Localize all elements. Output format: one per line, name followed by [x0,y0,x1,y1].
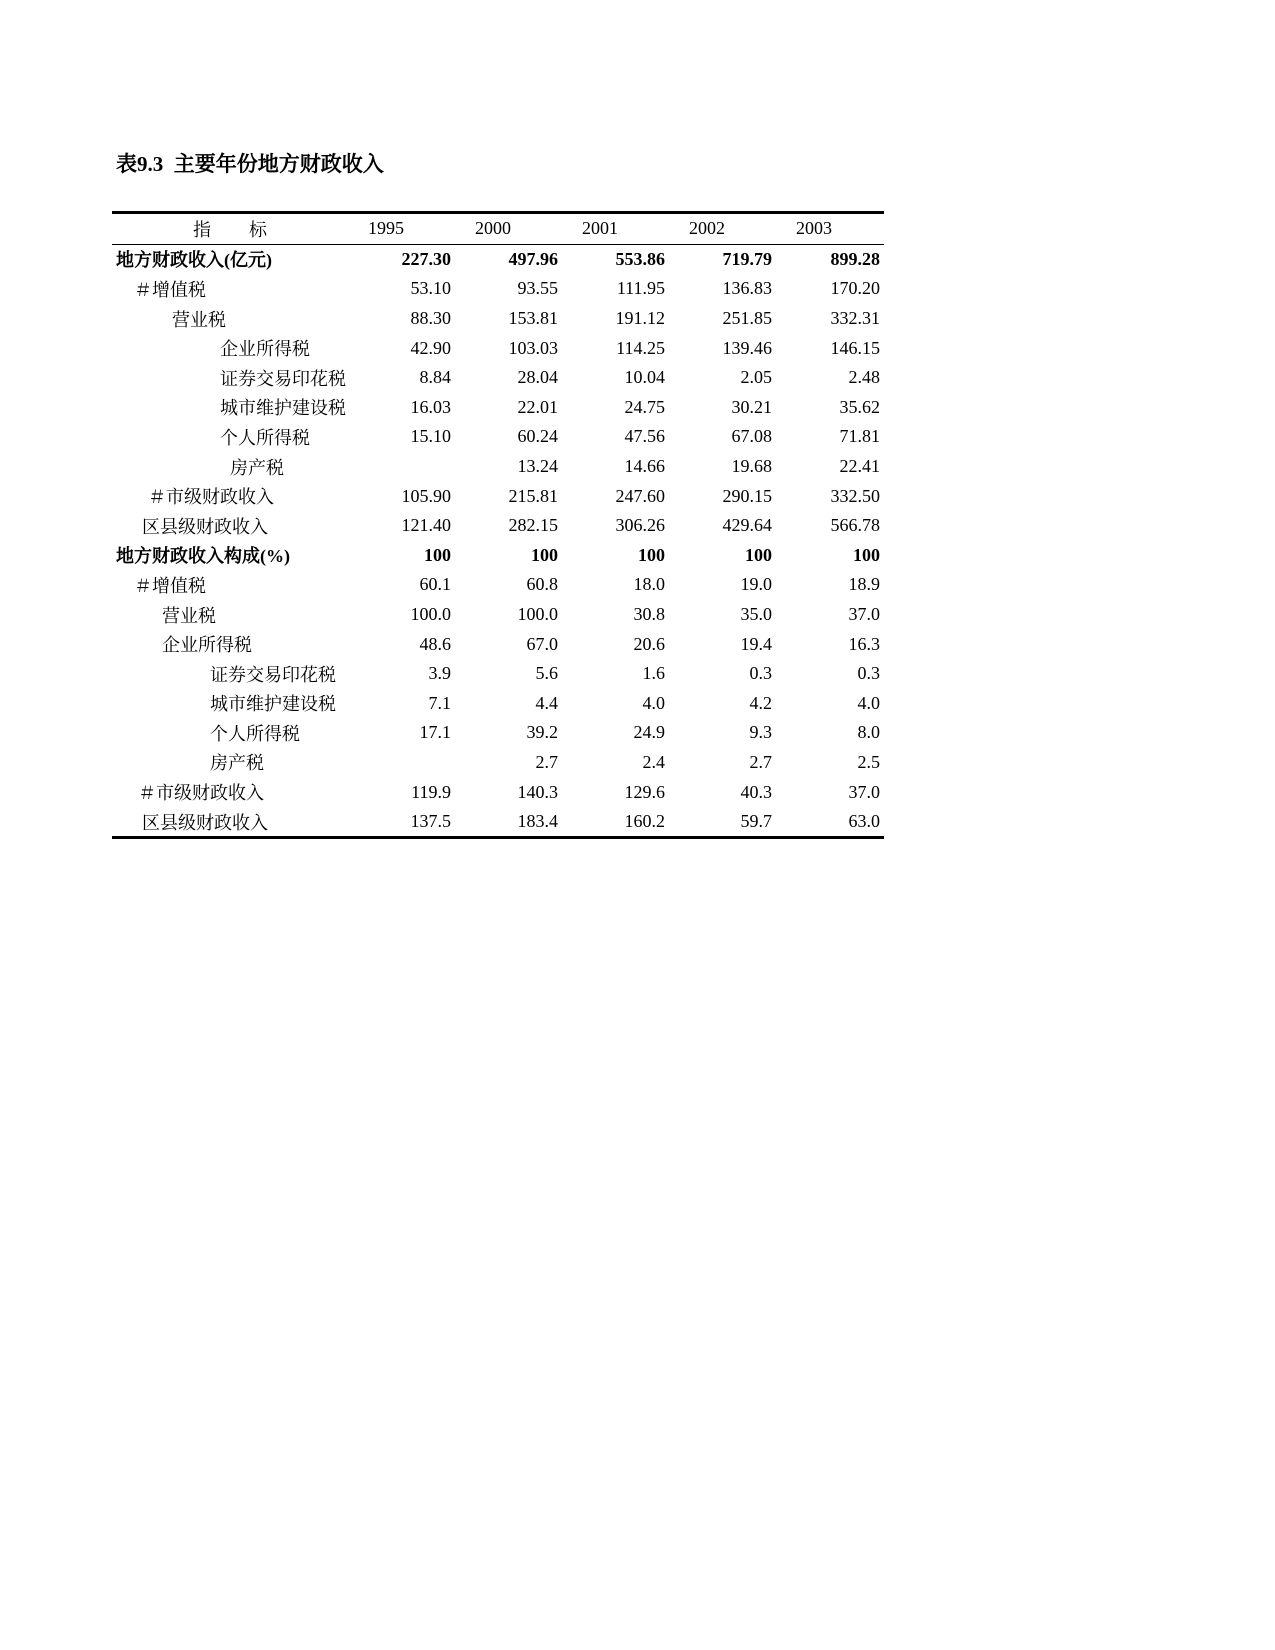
table-cell: 170.20 [830,278,880,299]
table-cell: 24.9 [633,722,665,743]
table-cell: 100 [745,544,772,565]
table-cell: 67.08 [731,426,772,447]
table-row [112,659,884,689]
table-cell: 100 [638,544,665,565]
table-cell: 2.05 [740,367,772,388]
table-row [112,807,884,838]
table-cell: 1.6 [642,663,665,684]
table-cell: 160.2 [624,811,665,832]
table-cell: 18.9 [848,574,880,595]
row-label: 房产税 [230,457,284,478]
column-header-year: 2001 [582,218,618,239]
column-header-year: 2000 [475,218,511,239]
table-cell: 100 [424,544,451,565]
column-header-indicator [112,213,348,245]
table-cell: 306.26 [615,515,665,536]
table-cell [348,452,455,482]
table-cell: 10.04 [624,367,665,388]
table-cell: 0.3 [857,663,880,684]
table-cell: 129.6 [624,781,665,802]
table-cell: 2.5 [857,751,880,772]
table-cell: 282.15 [508,515,558,536]
table-cell: 19.4 [740,633,772,654]
table-row [112,777,884,807]
table-cell: 183.4 [517,811,558,832]
table-cell: 4.4 [535,692,558,713]
header-label-char-2: 标 [249,219,267,240]
table-cell: 88.30 [410,308,451,329]
table-cell: 16.03 [410,396,451,417]
row-label: 个人所得税 [210,723,300,744]
table-cell: 247.60 [615,485,665,506]
table-cell: 2.48 [848,367,880,388]
table-cell: 191.12 [615,308,665,329]
table-cell: 28.04 [517,367,558,388]
table-cell: 100.0 [410,604,451,625]
table-cell: 139.46 [722,337,772,358]
table-cell: 37.0 [848,604,880,625]
table-cell: 22.41 [839,456,880,477]
table-row [112,600,884,630]
table-cell: 899.28 [830,248,880,269]
table-row [112,689,884,719]
row-label: 城市维护建设税 [220,398,346,419]
table-row [112,511,884,541]
table-row [112,481,884,511]
table-cell: 53.10 [410,278,451,299]
table-cell: 103.03 [508,337,558,358]
table-cell: 111.95 [616,278,665,299]
table-cell: 119.9 [411,781,451,802]
revenue-table [112,211,884,839]
table-cell: 63.0 [848,811,880,832]
table-cell: 93.55 [517,278,558,299]
table-cell: 153.81 [508,308,558,329]
table-cell: 136.83 [722,278,772,299]
table-cell: 7.1 [428,692,451,713]
table-cell: 215.81 [508,485,558,506]
table-cell: 3.9 [428,663,451,684]
table-cell: 40.3 [740,781,772,802]
table-cell: 137.5 [410,811,451,832]
row-label: 区县级财政收入 [142,812,268,833]
table-cell: 146.15 [830,337,880,358]
table-cell: 2.4 [642,751,665,772]
table-cell: 35.0 [740,604,772,625]
row-label: 区县级财政收入 [142,516,268,537]
column-header-year: 1995 [368,218,404,239]
table-cell: 4.0 [857,692,880,713]
row-label: ＃市级财政收入 [148,487,274,508]
table-cell: 42.90 [410,337,451,358]
table-cell: 24.75 [624,396,665,417]
row-label: 地方财政收入构成(%) [116,546,290,567]
table-header-row [112,213,884,245]
row-label: ＃增值税 [134,279,206,300]
table-cell: 35.62 [839,396,880,417]
table-cell: 332.31 [830,308,880,329]
row-label: 营业税 [172,309,226,330]
row-label: 证券交易印花税 [210,664,336,685]
table-row [112,452,884,482]
table-cell: 60.8 [526,574,558,595]
table-cell: 60.1 [419,574,451,595]
row-label: 证券交易印花税 [220,368,346,389]
table-row [112,629,884,659]
table-cell: 48.6 [419,633,451,654]
table-cell: 100 [531,544,558,565]
table-cell: 16.3 [848,633,880,654]
table-cell: 121.40 [401,515,451,536]
table-row [112,541,884,571]
table-cell: 19.68 [731,456,772,477]
table-cell: 566.78 [830,515,880,536]
table-cell: 8.84 [419,367,451,388]
table-cell: 67.0 [526,633,558,654]
table-row [112,274,884,304]
table-cell: 140.3 [517,781,558,802]
table-cell: 47.56 [624,426,665,447]
table-cell: 2.7 [535,751,558,772]
table-cell: 0.3 [749,663,772,684]
table-cell: 9.3 [749,722,772,743]
table-cell: 4.0 [642,692,665,713]
row-label: 个人所得税 [220,427,310,448]
row-label: 营业税 [162,605,216,626]
table-cell: 114.25 [616,337,665,358]
table-cell: 60.24 [517,426,558,447]
row-label: 企业所得税 [162,635,252,656]
table-cell: 227.30 [401,248,451,269]
table-cell: 553.86 [615,248,665,269]
table-cell: 4.2 [749,692,772,713]
column-header-year: 2002 [689,218,725,239]
table-cell: 497.96 [508,248,558,269]
table-cell: 59.7 [740,811,772,832]
table-cell: 37.0 [848,781,880,802]
table-row [112,363,884,393]
table-cell: 15.10 [410,426,451,447]
table-cell: 71.81 [839,426,880,447]
table-row [112,570,884,600]
table-cell: 18.0 [633,574,665,595]
table-cell: 105.90 [401,485,451,506]
table-cell: 290.15 [722,485,772,506]
table-cell: 14.66 [624,456,665,477]
table-row [112,393,884,423]
table-cell: 332.50 [830,485,880,506]
table-cell: 30.8 [633,604,665,625]
row-label: 城市维护建设税 [210,694,336,715]
table-cell: 20.6 [633,633,665,654]
row-label: ＃市级财政收入 [138,783,264,804]
row-label: 企业所得税 [220,339,310,360]
table-row [112,304,884,334]
table-cell: 30.21 [731,396,772,417]
table-cell: 100.0 [517,604,558,625]
table-cell: 13.24 [517,456,558,477]
row-label: ＃增值税 [134,575,206,596]
table-cell: 39.2 [526,722,558,743]
table-row [112,422,884,452]
table-cell: 8.0 [857,722,880,743]
table-cell: 17.1 [419,722,451,743]
table-row [112,333,884,363]
header-label-char-1: 指 [193,219,211,240]
table-cell: 19.0 [740,574,772,595]
table-cell: 719.79 [722,248,772,269]
table-cell: 100 [853,544,880,565]
table-title: 表9.3 主要年份地方财政收入 [116,152,384,176]
row-label: 地方财政收入(亿元) [116,250,272,271]
table-row [112,718,884,748]
table-cell: 22.01 [517,396,558,417]
table-row [112,244,884,274]
table-cell: 251.85 [722,308,772,329]
row-label: 房产税 [210,753,264,774]
table-cell: 5.6 [535,663,558,684]
table-cell [348,748,455,778]
table-cell: 429.64 [722,515,772,536]
table-row [112,748,884,778]
table-cell: 2.7 [749,751,772,772]
column-header-year: 2003 [796,218,832,239]
